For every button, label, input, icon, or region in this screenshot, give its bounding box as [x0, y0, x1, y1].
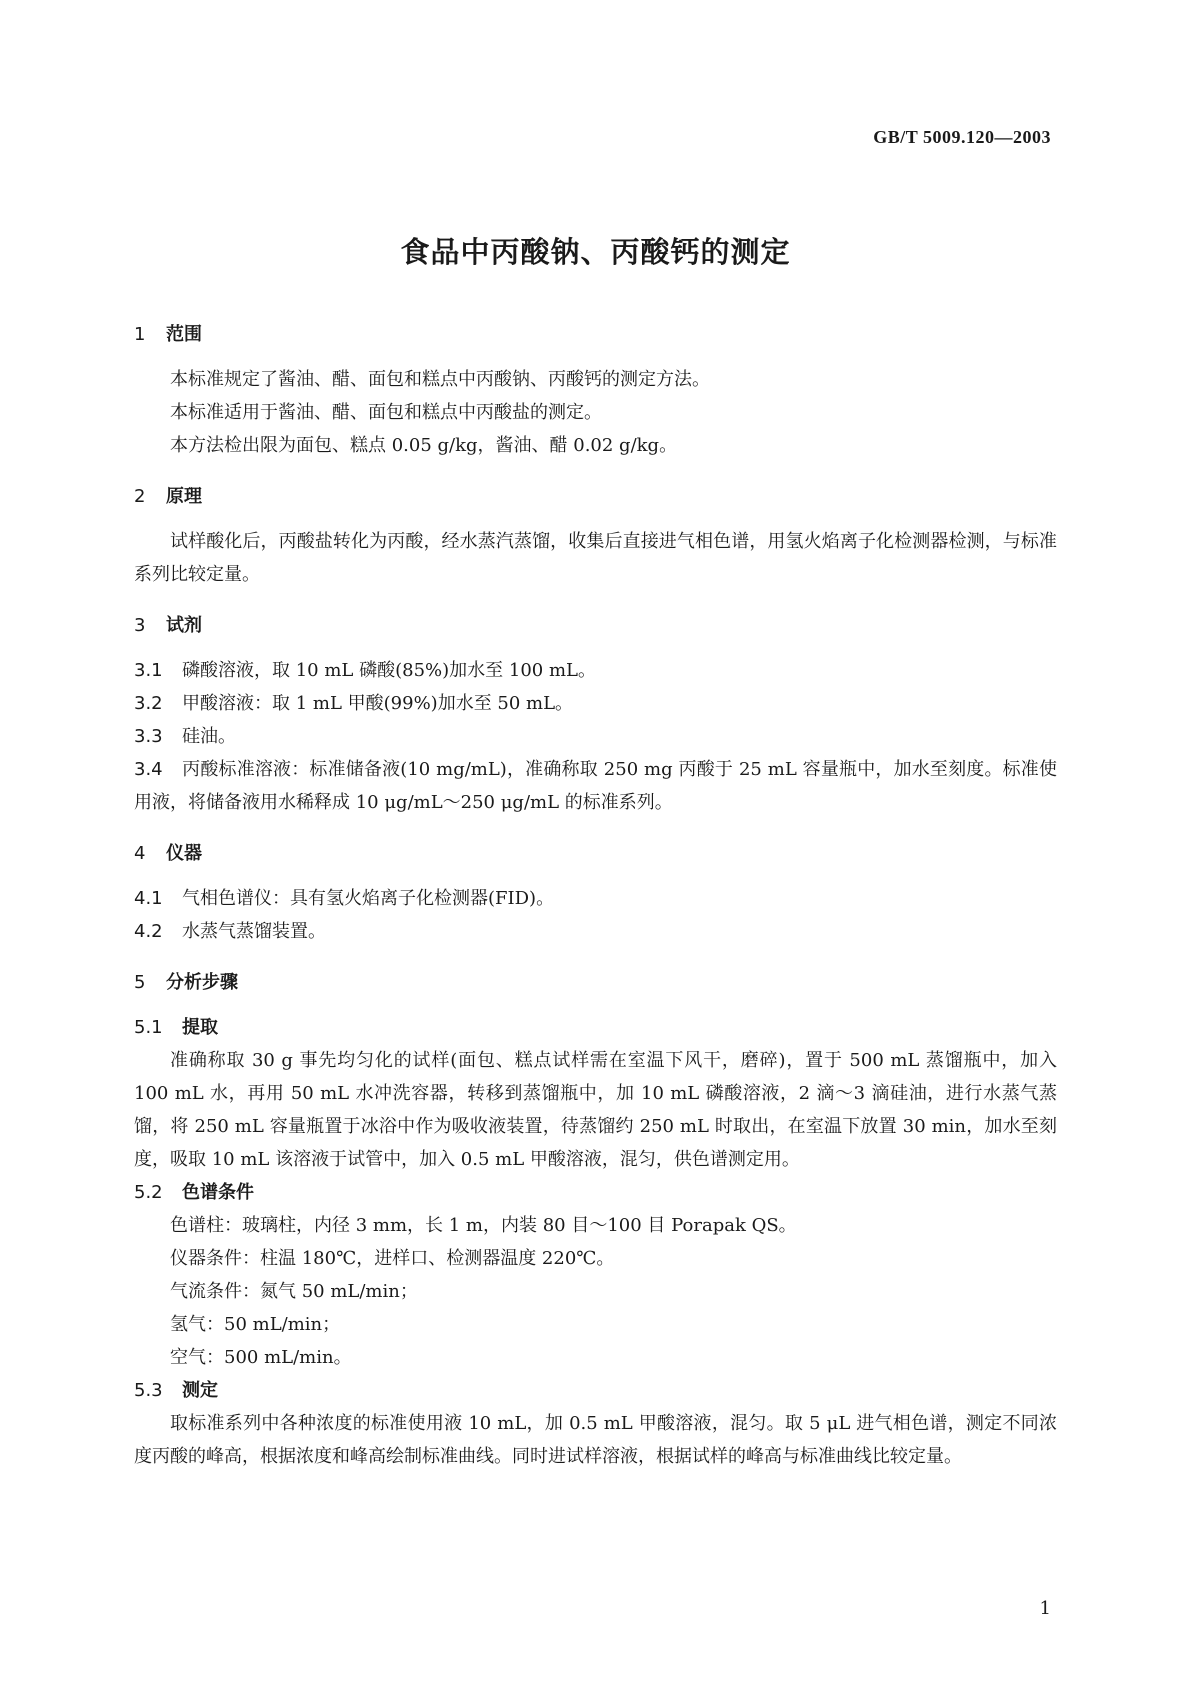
section-5-heading	[134, 966, 1057, 999]
paragraph: 准确称取 30 g 事先均匀化的试样(面包、糕点试样需在室温下风干，磨碎)，置于 500 mL 蒸馏瓶中，加入 100 mL 水，再用 50 mL 水冲洗容器，转移到蒸馏瓶中，加 10 mL 磷酸溶液，2 滴～3 滴硅油，进行水蒸气蒸馏，将 250 mL 容量瓶置于冰浴中作为吸收液装置，待蒸馏约 250 mL 时取出，在室温下放置 30 min，加水至刻度，吸取 10 mL 该溶液于试管中，加入 0.5 mL 甲酸溶液，混匀，供色谱测定用。	[134, 1050, 1057, 1170]
paragraph: 取标准系列中各种浓度的标准使用液 10 mL，加 0.5 mL 甲酸溶液，混匀。取 5 μL 进气相色谱，测定不同浓度丙酸的峰高，根据浓度和峰高绘制标准曲线。同时进试样溶液，根据试样的峰高与标准曲线比较定量。	[134, 1413, 1057, 1467]
list-item	[134, 915, 1057, 948]
section-number: 1	[134, 324, 146, 345]
item-number: 3.1	[134, 660, 163, 681]
item-number: 3.4	[134, 759, 163, 780]
list-item	[134, 882, 1057, 915]
section-title: 试剂	[166, 615, 202, 636]
document-title: 食品中丙酸钠、丙酸钙的测定	[400, 235, 791, 269]
item-text: 丙酸标准溶液：标准储备液(10 mg/mL)，准确称取 250 mg 丙酸于 25 mL 容量瓶中，加水至刻度。标准使用液，将储备液用水稀释成 10 μg/mL～250 μg/mL 的标准系列。	[134, 759, 1057, 813]
item-number: 3.3	[134, 726, 163, 747]
section-title: 范围	[166, 324, 202, 345]
subsection-5-1-heading	[134, 1011, 1057, 1044]
item-text: 硅油。	[182, 726, 236, 747]
section-title: 仪器	[166, 843, 202, 864]
section-number: 2	[134, 486, 146, 507]
subsection-number: 5.2	[134, 1182, 163, 1203]
section-number: 4	[134, 843, 146, 864]
section-2-heading	[134, 480, 1057, 513]
subsection-title: 色谱条件	[182, 1182, 254, 1203]
list-item	[134, 720, 1057, 753]
item-number: 4.1	[134, 888, 163, 909]
list-item	[134, 654, 1057, 687]
section-number: 3	[134, 615, 146, 636]
item-text: 磷酸溶液，取 10 mL 磷酸(85%)加水至 100 mL。	[182, 660, 596, 681]
paragraph: 试样酸化后，丙酸盐转化为丙酸，经水蒸汽蒸馏，收集后直接进气相色谱，用氢火焰离子化检测器检测，与标准系列比较定量。	[134, 531, 1057, 585]
list-item	[134, 687, 1057, 720]
condition-line: 空气：500 mL/min。	[170, 1347, 352, 1368]
subsection-5-3-heading	[134, 1374, 1057, 1407]
item-text: 水蒸气蒸馏装置。	[182, 921, 326, 942]
paragraph: 本标准规定了酱油、醋、面包和糕点中丙酸钠、丙酸钙的测定方法。	[170, 369, 710, 390]
item-number: 3.2	[134, 693, 163, 714]
item-number: 4.2	[134, 921, 163, 942]
document-body	[134, 318, 1057, 1473]
section-3-heading	[134, 609, 1057, 642]
section-title: 分析步骤	[166, 972, 238, 993]
condition-line: 色谱柱：玻璃柱，内径 3 mm，长 1 m，内装 80 目～100 目 Porapak QS。	[170, 1215, 797, 1236]
subsection-number: 5.1	[134, 1017, 163, 1038]
subsection-title: 测定	[182, 1380, 218, 1401]
condition-line: 仪器条件：柱温 180℃，进样口、检测器温度 220℃。	[170, 1248, 615, 1269]
section-1-heading	[134, 318, 1057, 351]
subsection-title: 提取	[182, 1017, 218, 1038]
section-number: 5	[134, 972, 146, 993]
section-title: 原理	[166, 486, 202, 507]
condition-line: 气流条件：氮气 50 mL/min；	[170, 1281, 418, 1302]
item-text: 甲酸溶液：取 1 mL 甲酸(99%)加水至 50 mL。	[182, 693, 574, 714]
paragraph: 本标准适用于酱油、醋、面包和糕点中丙酸盐的测定。	[170, 402, 602, 423]
subsection-number: 5.3	[134, 1380, 163, 1401]
item-text: 气相色谱仪：具有氢火焰离子化检测器(FID)。	[182, 888, 555, 909]
list-item	[134, 753, 1057, 819]
paragraph: 本方法检出限为面包、糕点 0.05 g/kg，酱油、醋 0.02 g/kg。	[170, 435, 678, 456]
section-4-heading	[134, 837, 1057, 870]
subsection-5-2-heading	[134, 1176, 1057, 1209]
standard-code: GB/T 5009.120—2003	[873, 127, 1051, 147]
condition-line: 氢气：50 mL/min；	[170, 1314, 341, 1335]
page-number: 1	[1039, 1598, 1051, 1619]
